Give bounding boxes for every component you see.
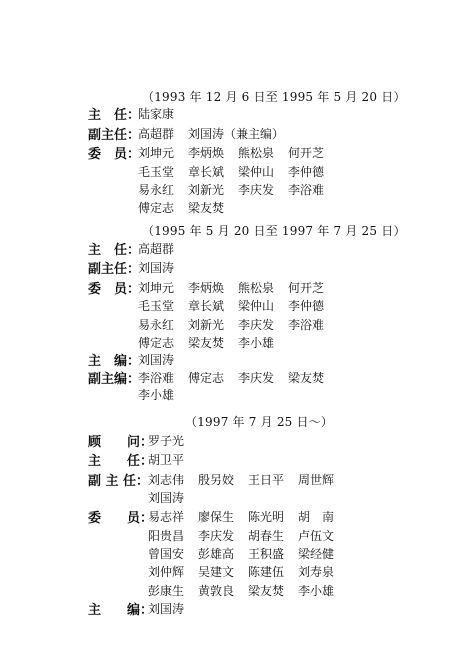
names-line	[138, 105, 188, 122]
member-name: 彭雄高	[198, 547, 235, 561]
period-heading: （1993 年 12 月 6 日至 1995 年 5 月 20 日）	[142, 90, 406, 104]
names-line	[138, 259, 188, 276]
member-name: 廖保生	[198, 510, 235, 524]
member-name: 黄敦良	[198, 584, 235, 598]
member-name: 毛玉堂	[138, 165, 175, 179]
member-name: 李庆发	[238, 371, 275, 385]
member-name: 李炳焕	[188, 281, 225, 295]
member-name: 李庆发	[198, 529, 235, 543]
names-line	[148, 508, 348, 525]
names-line	[148, 451, 198, 468]
member-name: 梁友焚	[188, 201, 225, 215]
member-name: 阳贵昌	[148, 529, 185, 543]
member-name: 傅定志	[188, 371, 225, 385]
member-name: 周世辉	[298, 473, 335, 487]
member-name: 易永红	[138, 318, 175, 332]
member-name: 梁友焚	[248, 584, 285, 598]
names-line	[148, 563, 348, 580]
member-name: 李浴难	[288, 318, 325, 332]
period-heading: （1995 年 5 月 20 日至 1997 年 7 月 25 日）	[142, 224, 406, 238]
member-name: 王日平	[248, 473, 285, 487]
names-line	[148, 471, 348, 488]
member-name: 傅定志	[138, 201, 175, 215]
member-name: 刘仲辉	[148, 565, 185, 579]
names-line	[138, 199, 238, 216]
names-line	[138, 240, 188, 257]
role-label: 委 员：	[88, 282, 141, 297]
member-name: 李仲德	[288, 165, 325, 179]
member-name: 高超群	[138, 127, 175, 141]
member-name: 胡卫平	[148, 453, 185, 467]
member-name: 刘国涛（兼主编）	[188, 127, 285, 141]
member-name: 刘国涛	[148, 602, 185, 616]
member-name: 高超群	[138, 242, 175, 256]
member-name: 李小雄	[298, 584, 335, 598]
member-name: 刘坤元	[138, 281, 175, 295]
names-line	[148, 600, 198, 617]
member-name: 刘国涛	[138, 261, 175, 275]
member-name: 胡春生	[248, 529, 285, 543]
member-name: 李炳焕	[188, 146, 225, 160]
names-line	[138, 351, 188, 368]
names-line	[148, 489, 198, 506]
member-name: 李浴难	[288, 183, 325, 197]
member-name: 易永红	[138, 183, 175, 197]
names-line	[138, 144, 338, 161]
member-name: 刘坤元	[138, 146, 175, 160]
member-name: 陆家康	[138, 107, 175, 121]
names-line	[138, 386, 188, 403]
member-name: 李仲德	[288, 299, 325, 313]
names-line	[138, 163, 338, 180]
names-line	[138, 125, 284, 142]
member-name: 李小雄	[238, 336, 275, 350]
member-name: 吴建文	[198, 565, 235, 579]
period-heading: （1997 年 7 月 25 日～）	[185, 415, 334, 429]
names-line	[138, 334, 288, 351]
member-name: 梁友焚	[188, 336, 225, 350]
role-label: 副主编：	[88, 372, 141, 387]
member-name: 殷另姣	[198, 473, 235, 487]
role-label: 主 编：	[88, 354, 141, 369]
member-name: 梁经健	[298, 547, 335, 561]
member-name: 梁仲山	[238, 165, 275, 179]
role-label: 主 编：	[88, 603, 154, 618]
member-name: 梁仲山	[238, 299, 275, 313]
member-name: 李庆发	[238, 318, 275, 332]
member-name: 陈光明	[248, 510, 285, 524]
member-name: 章长斌	[188, 165, 225, 179]
names-line	[148, 545, 348, 562]
member-name: 陈建伍	[248, 565, 285, 579]
member-name: 刘志伟	[148, 473, 185, 487]
member-name: 傅定志	[138, 336, 175, 350]
member-name: 曾国安	[148, 547, 185, 561]
member-name: 王积盛	[248, 547, 285, 561]
member-name: 梁友焚	[288, 371, 325, 385]
member-name: 易志祥	[148, 510, 185, 524]
member-name: 李浴难	[138, 371, 175, 385]
names-line	[138, 369, 338, 386]
names-line	[148, 432, 198, 449]
names-line	[148, 527, 348, 544]
member-name: 李庆发	[238, 183, 275, 197]
role-label: 顾 问：	[88, 435, 154, 450]
member-name: 胡 南	[298, 510, 335, 524]
names-line	[138, 181, 338, 198]
member-name: 罗子光	[148, 434, 185, 448]
member-name: 熊松泉	[238, 281, 275, 295]
role-label: 副 主 任：	[88, 474, 150, 489]
names-line	[138, 297, 338, 314]
member-name: 卢伍文	[298, 529, 335, 543]
member-name: 刘国涛	[148, 491, 185, 505]
member-name: 刘新光	[188, 318, 225, 332]
names-line	[138, 316, 338, 333]
member-name: 李小雄	[138, 388, 175, 402]
role-label: 主 任：	[88, 108, 141, 123]
role-label: 副主任：	[88, 128, 141, 143]
member-name: 彭康生	[148, 584, 185, 598]
names-line	[138, 279, 338, 296]
member-name: 刘新光	[188, 183, 225, 197]
member-name: 熊松泉	[238, 146, 275, 160]
member-name: 刘国涛	[138, 353, 175, 367]
role-label: 委 员：	[88, 511, 154, 526]
member-name: 何开芝	[288, 281, 325, 295]
member-name: 刘寿泉	[298, 565, 335, 579]
role-label: 委 员：	[88, 147, 141, 162]
names-line	[148, 582, 348, 599]
member-name: 何开芝	[288, 146, 325, 160]
role-label: 副主任：	[88, 262, 141, 277]
member-name: 章长斌	[188, 299, 225, 313]
member-name: 毛玉堂	[138, 299, 175, 313]
role-label: 主 任：	[88, 243, 141, 258]
role-label: 主 任：	[88, 454, 154, 469]
